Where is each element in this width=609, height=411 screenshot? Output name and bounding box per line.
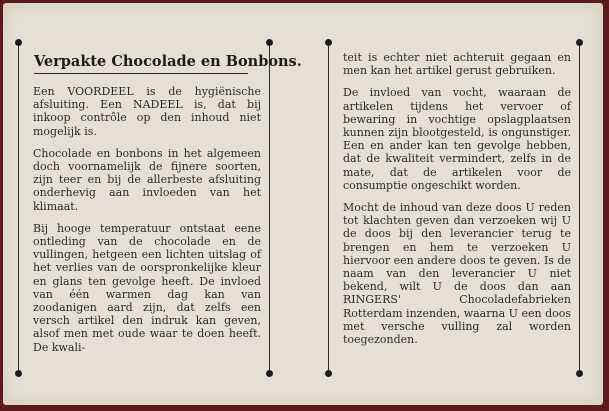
corner-dot xyxy=(325,370,332,377)
paragraph: teit is echter niet achteruit gegaan en men kan het artikel gerust gebruiken. xyxy=(343,51,571,78)
corner-dot xyxy=(325,39,332,46)
paragraph: De invloed van vocht, waaraan de artikelen tijdens het vervoer of bewaring in vochtige opslagplaatsen kunnen zijn blootgesteld, is ongunstiger. Een en ander kan ten gevolge hebben, dat de kwaliteit vermindert, zelfs in de mate, dat de artikelen voor de consumptie ongeschikt worden. xyxy=(343,86,571,192)
left-body-text xyxy=(33,85,261,363)
corner-dot xyxy=(266,370,273,377)
paragraph: Bij hooge temperatuur ontstaat eene ontleding van de chocolade en de vullingen, hetgeen een lichten uitslag of het verlies van de oorspronkelijke kleur en glans ten gevolge heeft. De invloed van één warmen dag kan van zoodanigen aard zijn, dat zelfs een versch artikel den indruk kan geven, alsof men met oude waar te doen heeft. De kwali- xyxy=(33,221,261,354)
printed-card xyxy=(3,3,603,405)
corner-dot xyxy=(576,370,583,377)
left-text-panel xyxy=(18,43,302,373)
corner-dot xyxy=(266,39,273,46)
title-underline xyxy=(34,73,248,74)
page-title: Verpakte Chocolade en Bonbons. xyxy=(34,53,302,70)
corner-dot xyxy=(15,39,22,46)
right-body-text xyxy=(343,51,571,355)
paragraph: Chocolade en bonbons in het algemeen doch voornamelijk de fijnere soorten, zijn teer en bij de allerbeste afsluiting onderhevig aan invloeden van het klimaat. xyxy=(33,146,261,213)
corner-dot xyxy=(576,39,583,46)
paragraph: Mocht de inhoud van deze doos U reden tot klachten geven dan verzoeken wij U de doos bij den leverancier terug te brengen en hem te verzoeken U hiervoor een andere doos te geven. Is de naam van den leverancier U niet bekend, wilt U de doos dan aan RINGERS' Chocoladefabrieken Rotterdam inzenden, waarna U een doos met versche vulling zal worden toegezonden. xyxy=(343,201,571,347)
paragraph: Een VOORDEEL is de hygiënische afsluiting. Een NADEEL is, dat bij inkoop contrôle op den inhoud niet mogelijk is. xyxy=(33,85,261,138)
corner-dot xyxy=(15,370,22,377)
right-text-panel xyxy=(328,43,580,373)
